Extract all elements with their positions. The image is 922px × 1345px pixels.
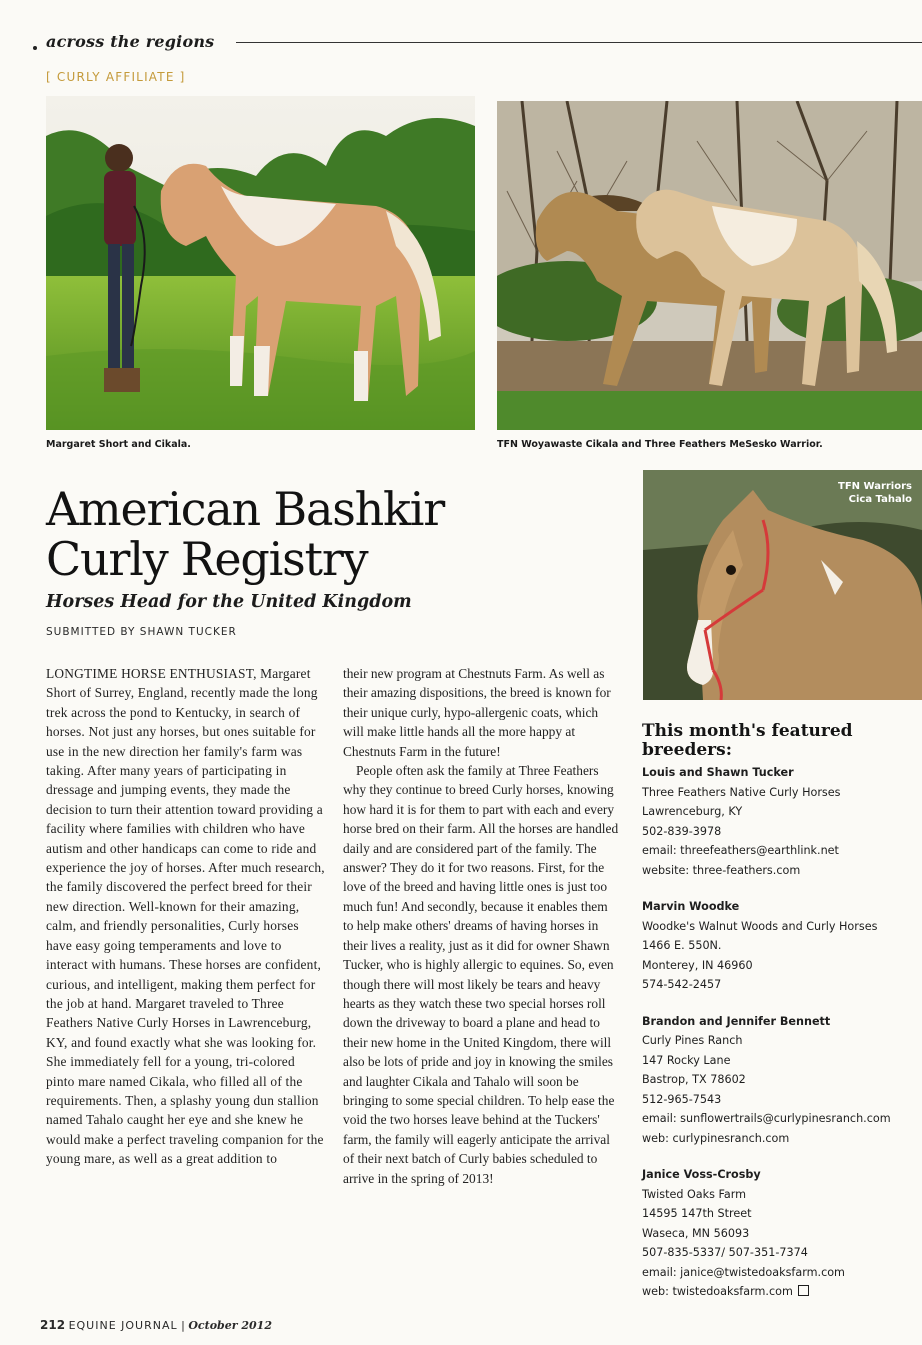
affiliate-kicker: [ CURLY AFFILIATE ] [46,70,186,84]
breeder-website: web: curlypinesranch.com [642,1131,790,1145]
breeder-location: Bastrop, TX 78602 [642,1073,746,1086]
sidebar-heading [642,722,922,760]
title-line-1: American Bashkir [46,482,445,536]
breeder-address: 147 Rocky Lane [642,1053,731,1067]
photo-cikala-and-warrior [497,101,922,430]
breeder-website: website: three-feathers.com [642,863,801,877]
breeder-website: web: twistedoaksfarm.com [642,1285,793,1298]
section-title: across the regions [46,32,215,51]
featured-breeders-sidebar [642,722,922,1319]
issue-date: October 2012 [188,1319,272,1332]
overlay-line-1: TFN Warriors [838,481,912,492]
body-column-1 [46,664,326,1169]
breeder-farm: Three Feathers Native Curly Horses [642,785,841,799]
paragraph: their new program at Chestnuts Farm. As well as their amazing dispositions, the breed is known for their unique curly, hypo-allergenic coats, which will make little hands all the more happy at Chestnuts Farm in the future! [343,666,611,759]
breeder-entry [642,897,922,995]
breeder-address: 14595 147th Street [642,1207,752,1220]
photo-caption-left: Margaret Short and Cikala. [46,439,191,450]
photo-overlay-caption [838,480,912,506]
folio-divider: | [181,1319,185,1332]
sidebar-heading-line-1: This month's featured [642,721,853,741]
breeder-name: Janice Voss-Crosby [642,1168,761,1181]
breeder-farm: Woodke's Walnut Woods and Curly Horses [642,919,878,933]
section-header [0,28,922,58]
breeder-entry [642,763,922,880]
breeder-email: email: threefeathers@earthlink.net [642,844,839,857]
breeder-name: Brandon and Jennifer Bennett [642,1014,831,1028]
photo-cica-tahalo [643,470,922,700]
article-subtitle: Horses Head for the United Kingdom [46,592,412,612]
article-byline: SUBMITTED BY SHAWN TUCKER [46,626,237,638]
breeder-location: Waseca, MN 56093 [642,1226,750,1240]
page-number: 212 [40,1318,66,1332]
breeder-email: email: sunflowertrails@curlypinesranch.com [642,1112,891,1125]
breeder-phone: 512-965-7543 [642,1092,722,1106]
sidebar-heading-line-2: breeders: [642,740,732,760]
photo-caption-right: TFN Woyawaste Cikala and Three Feathers MeSesko Warrior. [497,439,823,450]
breeder-name: Marvin Woodke [642,900,740,913]
paragraph: People often ask the family at Three Feathers why they continue to breed Curly horses, knowing how hard it is for them to part with each and every horse bred on their farm. All the horses are handled daily and are considered part of the family. The answer? They do it for two reasons. First, for the love of the breed and having little ones is just too much fun! And secondly, because it enables them to help make others' dreams of having horses in their lives a reality, just as it did for owner Shawn Tucker, who is highly allergic to equines. So, even though there will most likely be tears and heavy hearts as they watch these two special horses roll down the driveway to board a plane and head to their new home in the United Kingdom, there will also be lots of pride and joy in knowing the smiles and laughter Cikala and Tahalo will soon be bringing to some special children. To help ease the void the two horses leave behind at the Tuckers' farm, the family will eagerly anticipate the arrival of their next batch of Curly babies scheduled to arrive in the spring of 2013! [343,763,619,1186]
breeder-entry [642,1012,922,1149]
paragraph: LONGTIME HORSE ENTHUSIAST, Margaret Short of Surrey, England, recently made the long trek across the pond to Kentucky, in search of horses. Not just any horses, but ones suitable for use in the new direction her family's farm was taking. After many years of participating in dressage and jumping events, they made the decision to turn their attention toward providing a facility where families with children who have autism and other handicaps can come to ride and experience the joy of horses. After much research, the family discovered the perfect breed for their new direction. Well-known for their amazing, calm, and friendly personalities, Curly horses have easy going temperaments and love to interact with humans. These horses are confident, curious, and intelligent, making them perfect for the job at hand. Margaret traveled to Three Feathers Native Curly Horses in Lawrenceburg, KY, and found exactly what she was looking for. She immediately fell for a young, tri-colored pinto mare named Cikala, who filled all of the requirements. Then, a splashy young dun stallion named Tahalo caught her eye and she knew he would make a perfect traveling companion for the young mare, as well as a great addition to [46,666,325,1167]
breeder-phone: 574-542-2457 [642,978,722,991]
breeder-phone: 507-835-5337/ 507-351-7374 [642,1246,808,1259]
breeder-location: Monterey, IN 46960 [642,958,753,972]
title-line-2: Curly Registry [46,532,368,586]
overlay-line-2: Cica Tahalo [848,494,912,505]
article-title [46,484,606,584]
breeder-name: Louis and Shawn Tucker [642,766,794,779]
photo-margaret-and-cikala [46,96,475,430]
breeder-website-with-end-mark [642,1282,922,1302]
publication-name: EQUINE JOURNAL [68,1319,178,1332]
breeder-email: email: janice@twistedoaksfarm.com [642,1265,845,1279]
breeder-farm: Curly Pines Ranch [642,1034,743,1047]
breeder-location: Lawrenceburg, KY [642,805,743,818]
bullet-icon [33,46,37,50]
page-folio [40,1318,272,1332]
breeder-phone: 502-839-3978 [642,824,722,838]
breeder-farm: Twisted Oaks Farm [642,1187,747,1201]
header-rule [236,42,922,43]
breeder-entry [642,1165,922,1302]
breeder-address: 1466 E. 550N. [642,939,722,952]
body-column-2 [343,664,621,1188]
end-mark-icon [798,1285,809,1296]
